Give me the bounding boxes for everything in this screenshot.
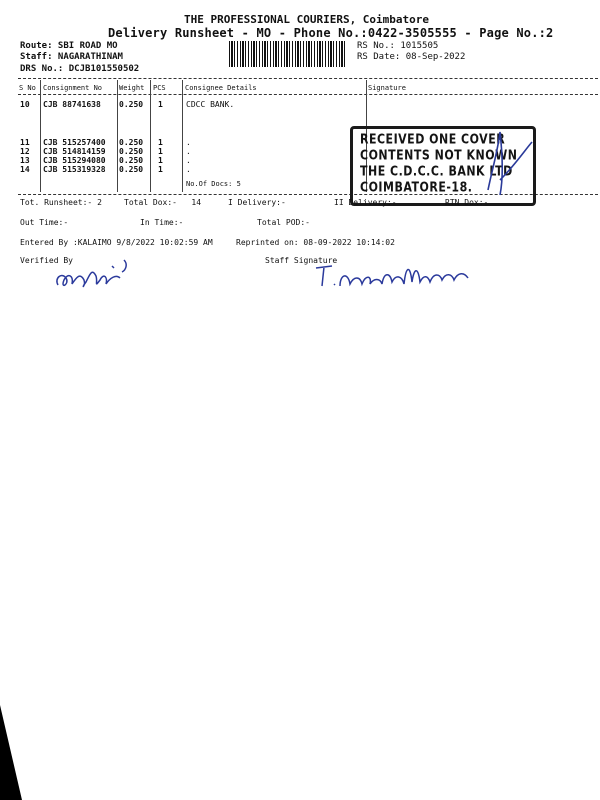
col-divider [150, 80, 151, 192]
col-divider [117, 80, 118, 192]
header-weight: Weight [119, 84, 145, 92]
row-sno: 11 [20, 138, 30, 147]
row-consignee: . [186, 147, 191, 156]
row-consignment: CJB 514814159 [43, 147, 106, 156]
no-of-docs: No.Of Docs: 5 [186, 180, 241, 188]
header-signature: Signature [368, 84, 406, 92]
row-weight: 0.250 [119, 165, 144, 174]
staff-handwritten-signature [310, 258, 490, 298]
row-consignment: CJB 88741638 [43, 100, 101, 109]
row-consignee: CDCC BANK. [186, 100, 235, 109]
staff-signature-label: Staff Signature [265, 256, 338, 265]
rs-date: RS Date: 08-Sep-2022 [357, 52, 466, 62]
row-weight: 0.250 [119, 100, 144, 109]
rs-number: RS No.: 1015505 [357, 41, 439, 51]
row-pcs: 1 [158, 138, 163, 147]
return-dox: RTN Dox:- [445, 198, 489, 207]
route-label: Route: SBI ROAD MO [20, 41, 118, 51]
recipient-signature-scribble [470, 120, 540, 205]
row-consignment: CJB 515319328 [43, 165, 106, 174]
row-sno: 10 [20, 100, 30, 109]
staff-label: Staff: NAGARATHINAM [20, 52, 123, 62]
row-consignee: . [186, 138, 191, 147]
row-pcs: 1 [158, 165, 163, 174]
entered-by: Entered By :KALAIMO 9/8/2022 10:02:59 AM [20, 238, 213, 247]
row-weight: 0.250 [119, 156, 144, 165]
total-runsheet: Tot. Runsheet:- 2 [20, 198, 102, 207]
second-delivery: II Delivery:- [334, 198, 397, 207]
row-pcs: 1 [158, 100, 163, 109]
stamp-line: CONTENTS NOT KNOWN [360, 147, 518, 164]
first-delivery: I Delivery:- [228, 198, 286, 207]
table-top-rule [18, 78, 598, 79]
stamp-line: RECEIVED ONE COVER [360, 131, 506, 148]
row-consignee: . [186, 165, 191, 174]
header-sno: S No [19, 84, 36, 92]
row-consignment: CJB 515294080 [43, 156, 106, 165]
total-pod: Total POD:- [257, 218, 310, 227]
out-time: Out Time:- [20, 218, 69, 227]
scan-edge-shadow [0, 705, 22, 800]
row-pcs: 1 [158, 156, 163, 165]
reprinted-on: Reprinted on: 08-09-2022 10:14:02 [236, 238, 395, 247]
row-pcs: 1 [158, 147, 163, 156]
col-divider [40, 80, 41, 192]
in-time: In Time:- [140, 218, 184, 227]
verifier-signature [50, 250, 150, 300]
row-sno: 12 [20, 147, 30, 156]
company-title: THE PROFESSIONAL COURIERS, Coimbatore [184, 13, 430, 26]
table-header-rule [18, 94, 598, 95]
row-sno: 13 [20, 156, 30, 165]
header-pcs: PCS [153, 84, 166, 92]
verified-by-label: Verified By [20, 256, 73, 265]
header-consignee: Consignee Details [185, 84, 257, 92]
row-weight: 0.250 [119, 138, 144, 147]
col-divider [182, 80, 183, 192]
drs-number: DRS No.: DCJB101550502 [20, 64, 140, 74]
runsheet-subtitle: Delivery Runsheet - MO - Phone No.:0422-3505555 - Page No.:2 [108, 26, 554, 40]
total-dox: Total Dox:- 14 [124, 198, 202, 207]
stamp-line: COIMBATORE-18. [360, 179, 473, 196]
row-sno: 14 [20, 165, 30, 174]
header-consignment: Consignment No [43, 84, 103, 92]
row-consignment: CJB 515257400 [43, 138, 106, 147]
row-consignee: . [186, 156, 191, 165]
stamp-line: THE C.D.C.C. BANK LTD [360, 163, 513, 180]
barcode [229, 41, 347, 67]
row-weight: 0.250 [119, 147, 144, 156]
